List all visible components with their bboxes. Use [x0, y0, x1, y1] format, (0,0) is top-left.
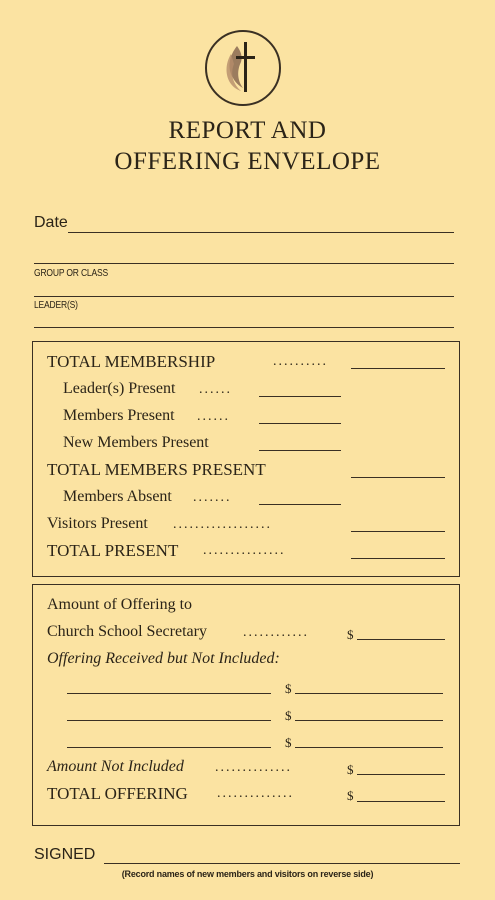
currency-symbol: $ [285, 708, 292, 723]
not-included-name-field[interactable] [67, 747, 271, 748]
dot-leader: ...... [197, 409, 230, 424]
leaders-present-label: Leader(s) Present [63, 380, 176, 397]
total-offering-label: TOTAL OFFERING [47, 784, 188, 803]
not-included-name-field[interactable] [67, 693, 271, 694]
cross-and-flame-icon [205, 30, 281, 106]
offering-amount-field[interactable] [357, 639, 445, 640]
date-label: Date [34, 214, 68, 231]
footer-note: (Record names of new members and visitors on reverse side) [121, 869, 374, 879]
not-included-amount-field[interactable] [295, 720, 443, 721]
signed-label: SIGNED [34, 846, 96, 863]
members-present-field[interactable] [259, 423, 341, 424]
members-absent-field[interactable] [259, 504, 341, 505]
title-line-1: REPORT AND [168, 117, 327, 144]
currency-symbol: $ [285, 681, 292, 696]
offering-box [32, 584, 460, 826]
group-field[interactable] [34, 263, 454, 264]
signature-field[interactable] [104, 863, 460, 864]
group-label: GROUP OR CLASS [34, 268, 108, 279]
visitors-present-field[interactable] [351, 531, 445, 532]
new-members-present-label: New Members Present [63, 434, 209, 451]
not-included-amount-field[interactable] [295, 747, 443, 748]
dot-leader: .............. [217, 786, 294, 801]
new-members-present-field[interactable] [259, 450, 341, 451]
dot-leader: ...... [199, 382, 232, 397]
total-members-present-field[interactable] [351, 477, 445, 478]
total-present-field[interactable] [351, 558, 445, 559]
total-offering-field[interactable] [357, 801, 445, 802]
date-field[interactable] [68, 232, 454, 233]
currency-symbol: $ [347, 788, 354, 803]
dot-leader: .............. [215, 760, 292, 775]
total-present-label: TOTAL PRESENT [47, 541, 179, 560]
dot-leader: ............ [243, 625, 309, 640]
total-members-present-label: TOTAL MEMBERS PRESENT [47, 460, 266, 479]
dot-leader: .................. [173, 517, 272, 532]
dot-leader: .......... [273, 354, 328, 369]
leader-label: LEADER(S) [34, 300, 78, 311]
amount-offering-label-1: Amount of Offering to [47, 596, 193, 613]
dot-leader: ....... [193, 490, 232, 505]
leader-field[interactable] [34, 296, 454, 297]
members-absent-label: Members Absent [63, 488, 172, 505]
not-included-name-field[interactable] [67, 720, 271, 721]
divider-line [34, 327, 454, 328]
amount-not-included-field[interactable] [357, 774, 445, 775]
amount-offering-label-2: Church School Secretary [47, 623, 207, 640]
members-present-label: Members Present [63, 407, 175, 424]
currency-symbol: $ [347, 762, 354, 777]
title-line-2: OFFERING ENVELOPE [114, 148, 381, 175]
dot-leader: ............... [203, 543, 286, 558]
currency-symbol: $ [347, 627, 354, 642]
attendance-box [32, 341, 460, 577]
currency-symbol: $ [285, 735, 292, 750]
total-membership-label: TOTAL MEMBERSHIP [47, 352, 216, 371]
visitors-present-label: Visitors Present [47, 515, 148, 532]
not-included-amount-field[interactable] [295, 693, 443, 694]
received-not-included-label: Offering Received but Not Included: [47, 650, 280, 667]
leaders-present-field[interactable] [259, 396, 341, 397]
amount-not-included-label: Amount Not Included [47, 758, 184, 775]
total-membership-field[interactable] [351, 368, 445, 369]
